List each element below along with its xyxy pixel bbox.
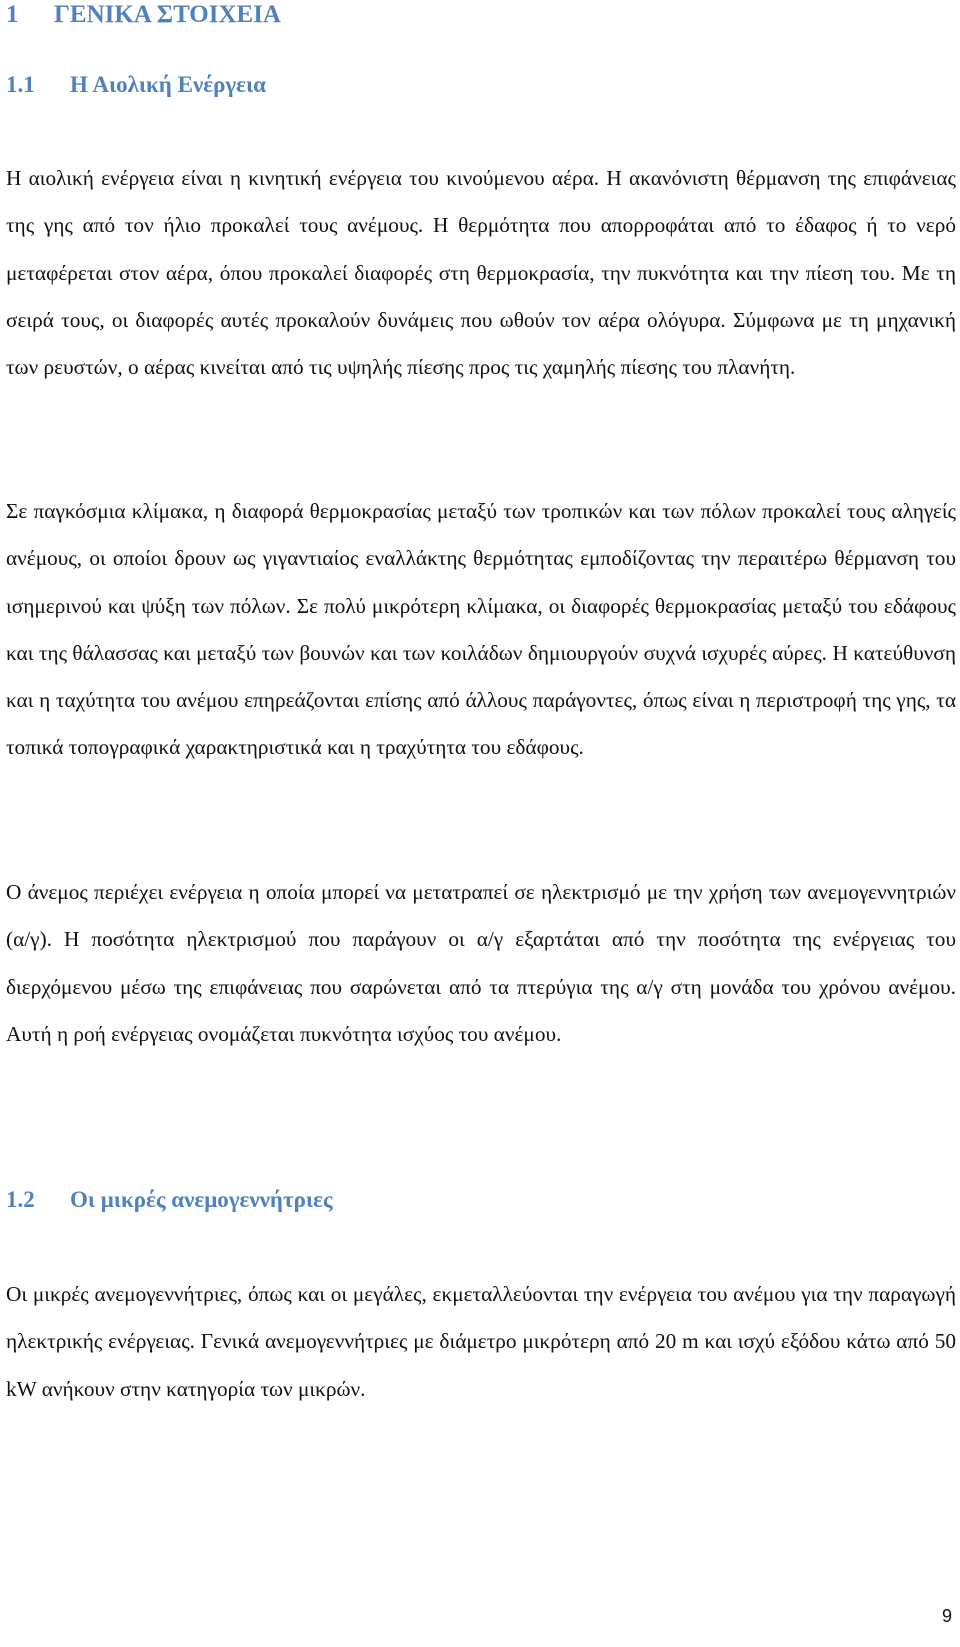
page-number: 9 bbox=[941, 1606, 952, 1626]
section-heading-1-2 bbox=[6, 1185, 333, 1215]
paragraph-wind-energy-definition: Η αιολική ενέργεια είναι η κινητική ενέργεια του κινούμενου αέρα. Η ακανόνιστη θέρμανση της επιφάνειας της γης από τον ήλιο προκαλεί τους ανέμους. Η θερμότητα που απορροφάται από το έδαφος ή το νερό μεταφέρεται στον αέρα, όπου προκαλεί διαφορές στη θερμοκρασία, την πυκνότητα και την πίεση του. Με τη σειρά τους, οι διαφορές αυτές προκαλούν δυνάμεις που ωθούν τον αέρα ολόγυρα. Σύμφωνα με τη μηχανική των ρευστών, ο αέρας κινείται από τις υψηλής πίεσης προς τις χαμηλής πίεσης του πλανήτη. bbox=[6, 166, 956, 380]
section-number: 1.1 bbox=[6, 72, 35, 97]
paragraph-global-winds: Σε παγκόσμια κλίμακα, η διαφορά θερμοκρασίας μεταξύ των τροπικών και των πόλων προκαλεί τους αληγείς ανέμους, οι οποίοι δρουν ως γιγαντιαίος εναλλάκτης θερμότητας εμποδίζοντας την περαιτέρω θέρμανση του ισημερινού και ψύξη των πόλων. Σε πολύ μικρότερη κλίμακα, οι διαφορές θερμοκρασίας μεταξύ του εδάφους και της θάλασσας και μεταξύ των βουνών και των κοιλάδων δημιουργούν συχνά ισχυρές αύρες. Η κατεύθυνση και η ταχύτητα του ανέμου επηρεάζονται επίσης από άλλους παράγοντες, όπως είναι η περιστροφή της γης, τα τοπικά τοπογραφικά χαρακτηριστικά και η τραχύτητα του εδάφους. bbox=[6, 499, 956, 760]
section-heading-1-1 bbox=[6, 70, 266, 100]
chapter-heading bbox=[6, 0, 281, 30]
paragraph-wind-power-density: Ο άνεμος περιέχει ενέργεια η οποία μπορεί να μετατραπεί σε ηλεκτρισμό με την χρήση των ανεμογεννητριών (α/γ). Η ποσότητα ηλεκτρισμού που παράγουν οι α/γ εξαρτάται από την ποσότητα της ενέργειας του διερχόμενου μέσω της επιφάνειας που σαρώνεται από τα πτερύγια της α/γ στη μονάδα του χρόνου ανέμου. Αυτή η ροή ενέργειας ονομάζεται πυκνότητα ισχύος του ανέμου. bbox=[6, 880, 956, 1046]
chapter-title: ΓΕΝΙΚΑ ΣΤΟΙΧΕΙΑ bbox=[54, 1, 281, 28]
paragraph-small-wind-turbines: Οι μικρές ανεμογεννήτριες, όπως και οι μεγάλες, εκμεταλλεύονται την ενέργεια του ανέμου για την παραγωγή ηλεκτρικής ενέργειας. Γενικά ανεμογεννήτριες με διάμετρο μικρότερη από 20 m και ισχύ εξόδου κάτω από 50 kW ανήκουν στην κατηγορία των μικρών. bbox=[6, 1282, 956, 1401]
section-title: Οι μικρές ανεμογεννήτριες bbox=[70, 1187, 333, 1212]
chapter-number: 1 bbox=[6, 1, 19, 28]
section-number: 1.2 bbox=[6, 1187, 35, 1212]
section-title: Η Αιολική Ενέργεια bbox=[70, 72, 266, 97]
